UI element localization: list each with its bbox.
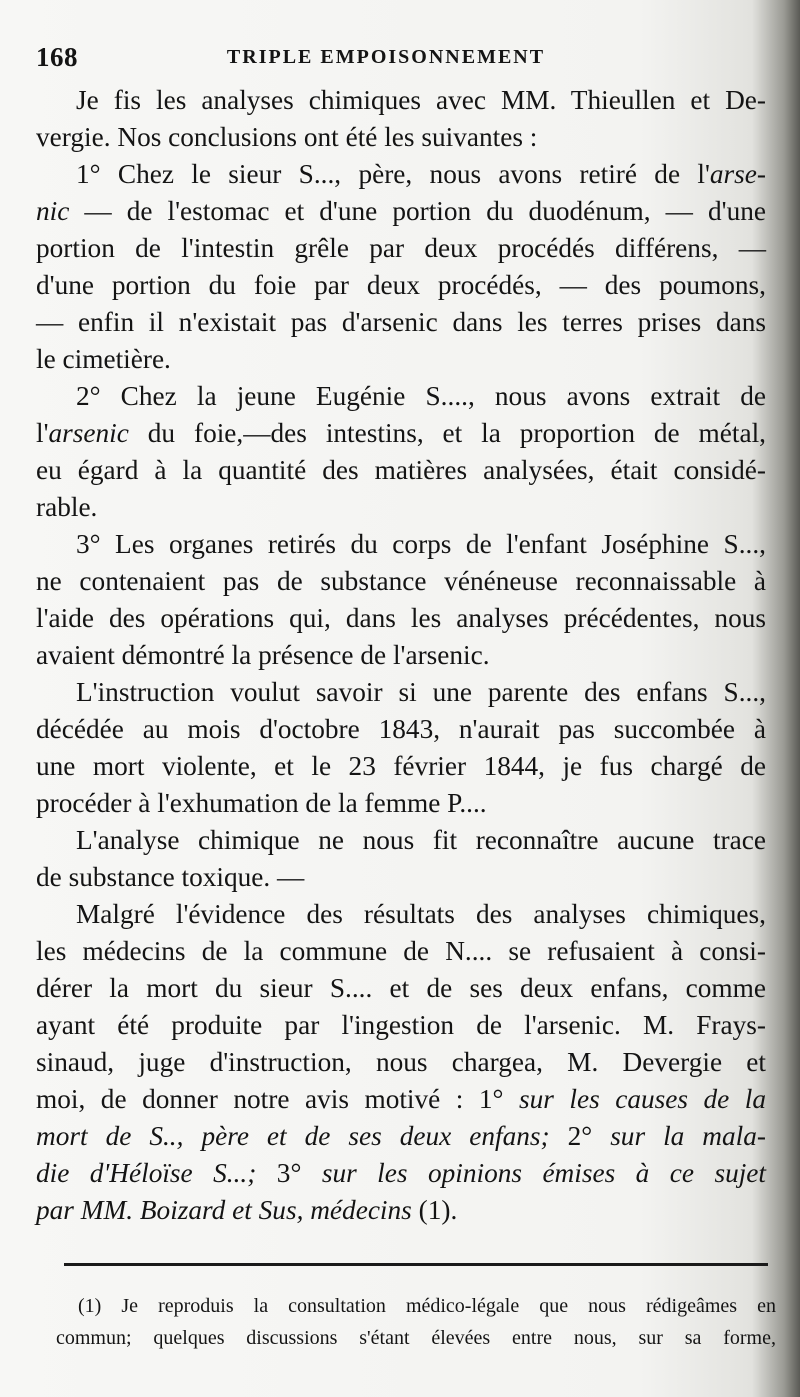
text-line: d'une portion du foie par deux procédés, — des poumons, bbox=[36, 270, 766, 300]
text-line: 3° Les organes retirés du corps de l'enfant Joséphine S..., bbox=[76, 529, 766, 559]
paragraph bbox=[36, 378, 766, 526]
text-line: de substance toxique. — bbox=[36, 862, 305, 892]
text-line: nic — de l'estomac et d'une portion du duodénum, — d'une bbox=[36, 196, 766, 226]
text-line: mort de S.., père et de ses deux enfans; 2° sur la mala- bbox=[36, 1121, 766, 1151]
text-line: décédée au mois d'octobre 1843, n'aurait pas succombée à bbox=[36, 714, 766, 744]
text-line: L'instruction voulut savoir si une parente des enfans S..., bbox=[76, 677, 766, 707]
text-line: 2° Chez la jeune Eugénie S...., nous avons extrait de bbox=[76, 381, 766, 411]
text-line: par MM. Boizard et Sus, médecins (1). bbox=[36, 1195, 458, 1225]
text-line: vergie. Nos conclusions ont été les suivantes : bbox=[36, 122, 538, 152]
text-line: L'analyse chimique ne nous fit reconnaître aucune trace bbox=[76, 825, 766, 855]
text-line: procéder à l'exhumation de la femme P.... bbox=[36, 788, 487, 818]
text-line: die d'Héloïse S...; 3° sur les opinions émises à ce sujet bbox=[36, 1158, 767, 1188]
footnote-line: (1) Je reproduis la consultation médico-légale que nous rédigeâmes en bbox=[78, 1295, 776, 1317]
text-line: eu égard à la quantité des matières analysées, était considé- bbox=[36, 455, 766, 485]
text-line: avaient démontré la présence de l'arsenic. bbox=[36, 640, 490, 670]
text-line: — enfin il n'existait pas d'arsenic dans les terres prises dans bbox=[36, 307, 766, 337]
text-line: ayant été produite par l'ingestion de l'arsenic. M. Frays- bbox=[36, 1010, 766, 1040]
text-line: 1° Chez le sieur S..., père, nous avons retiré de l'arse- bbox=[76, 159, 766, 189]
text-line: une mort violente, et le 23 février 1844, je fus chargé de bbox=[36, 751, 766, 781]
text-line: moi, de donner notre avis motivé : 1° sur les causes de la bbox=[36, 1084, 766, 1114]
paragraph bbox=[36, 526, 766, 674]
paragraph bbox=[36, 822, 766, 896]
body-text bbox=[36, 82, 766, 1229]
text-line: dérer la mort du sieur S.... et de ses deux enfans, comme bbox=[36, 973, 766, 1003]
footnote bbox=[56, 1290, 776, 1354]
text-line: Je fis les analyses chimiques avec MM. Thieullen et De- bbox=[76, 85, 766, 115]
paragraph bbox=[36, 156, 766, 378]
text-line: rable. bbox=[36, 492, 98, 522]
paragraph bbox=[36, 674, 766, 822]
text-line: le cimetière. bbox=[36, 344, 171, 374]
text-line: les médecins de la commune de N.... se refusaient à consi- bbox=[36, 936, 766, 966]
footnote-rule bbox=[64, 1263, 768, 1266]
running-title: TRIPLE EMPOISONNEMENT bbox=[226, 46, 546, 68]
text-line: l'arsenic du foie,—des intestins, et la proportion de métal, bbox=[36, 418, 766, 448]
text-line: portion de l'intestin grêle par deux procédés différens, — bbox=[36, 233, 766, 263]
text-line: Malgré l'évidence des résultats des analyses chimiques, bbox=[76, 899, 766, 929]
text-line: l'aide des opérations qui, dans les analyses précédentes, nous bbox=[36, 603, 766, 633]
page-header bbox=[36, 42, 776, 78]
text-line: sinaud, juge d'instruction, nous chargea, M. Devergie et bbox=[36, 1047, 766, 1077]
text-line: ne contenaient pas de substance vénéneuse reconnaissable à bbox=[36, 566, 766, 596]
paragraph bbox=[36, 896, 766, 1229]
paragraph bbox=[36, 82, 766, 156]
page-number: 168 bbox=[36, 42, 78, 72]
footnote-line: commun; quelques discussions s'étant élevées entre nous, sur sa forme, bbox=[56, 1327, 776, 1349]
